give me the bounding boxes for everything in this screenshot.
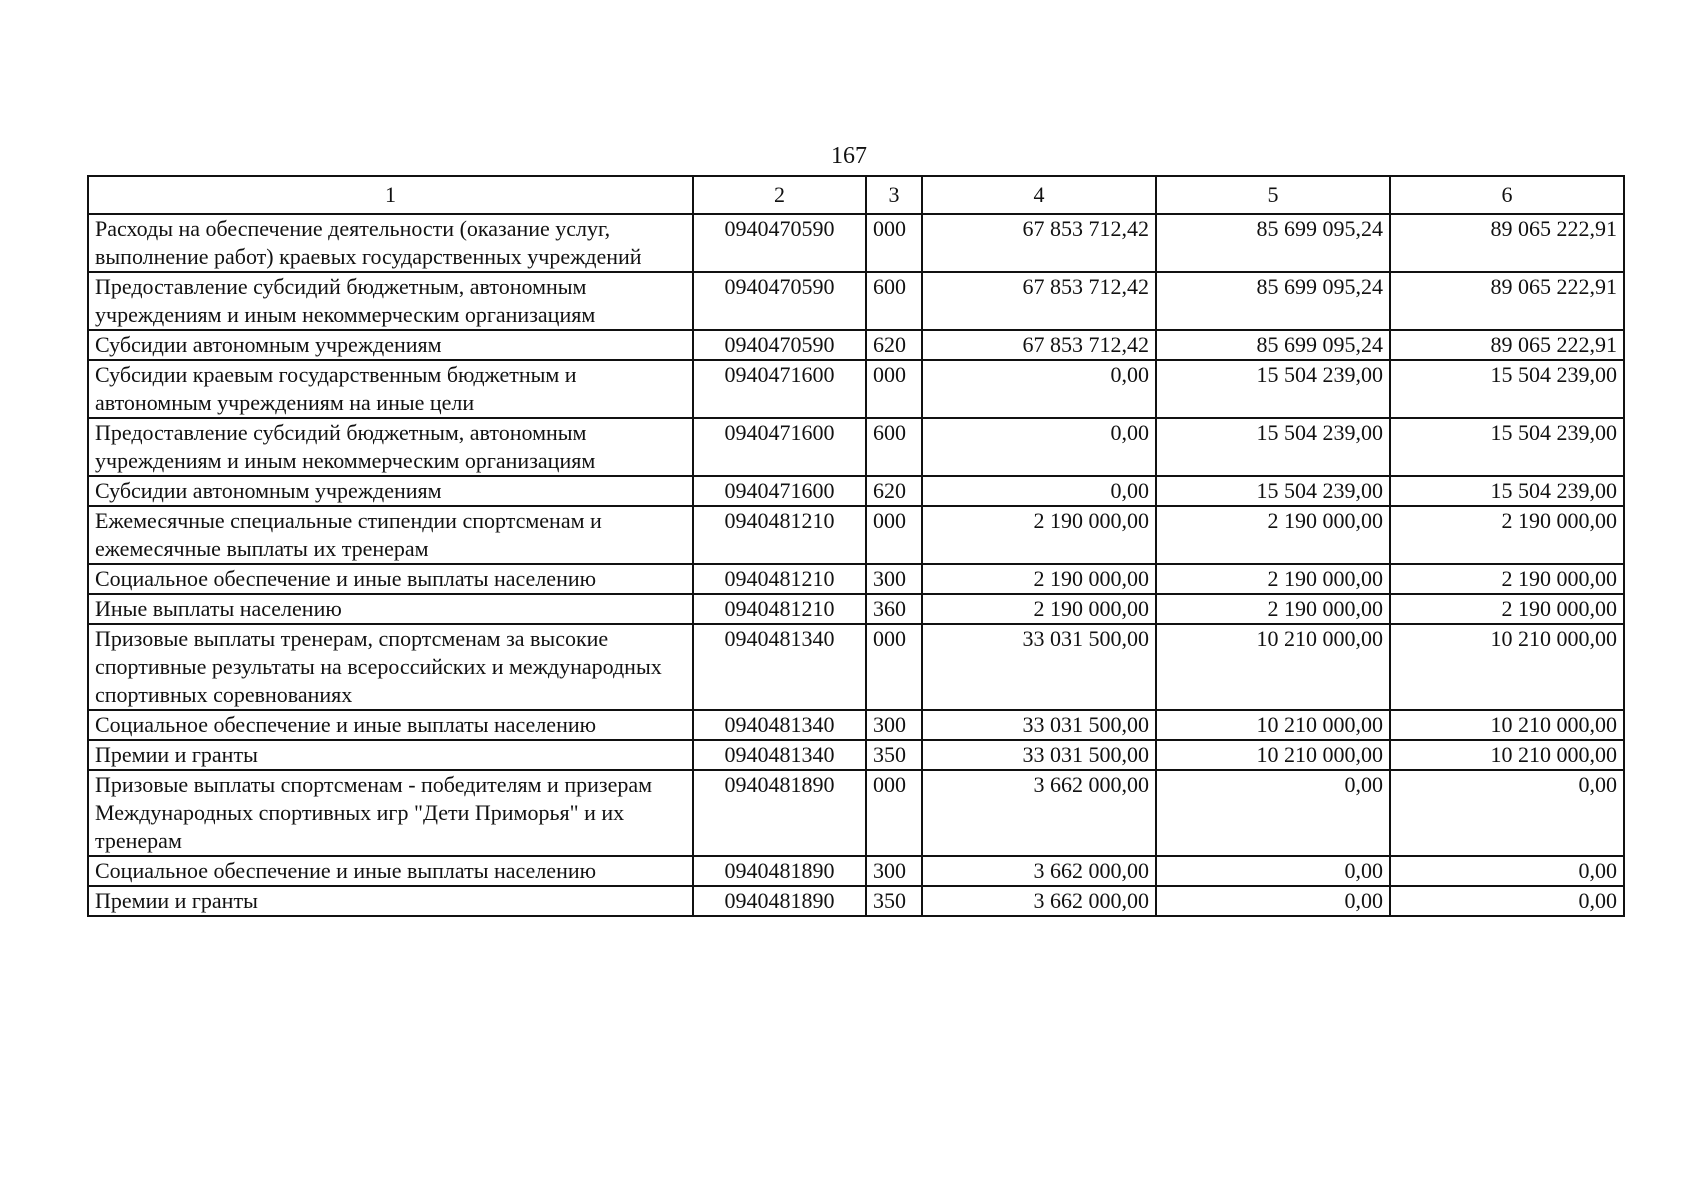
row-code: 0940470590 bbox=[693, 272, 866, 330]
row-name: Предоставление субсидий бюджетным, автономным учреждениям и иным некоммерческим организациям bbox=[88, 272, 693, 330]
row-value-col5: 15 504 239,00 bbox=[1156, 360, 1390, 418]
row-value-col5: 0,00 bbox=[1156, 886, 1390, 916]
table-row bbox=[88, 624, 1624, 710]
row-code: 0940481210 bbox=[693, 506, 866, 564]
row-value-col6: 0,00 bbox=[1390, 770, 1624, 856]
col-header-5: 5 bbox=[1156, 176, 1390, 214]
row-expense-type: 620 bbox=[866, 330, 922, 360]
row-code: 0940481890 bbox=[693, 886, 866, 916]
row-value-col5: 85 699 095,24 bbox=[1156, 272, 1390, 330]
row-value-col4: 0,00 bbox=[922, 476, 1156, 506]
row-value-col6: 89 065 222,91 bbox=[1390, 272, 1624, 330]
row-value-col5: 2 190 000,00 bbox=[1156, 506, 1390, 564]
row-name: Субсидии автономным учреждениям bbox=[88, 476, 693, 506]
row-name: Призовые выплаты спортсменам - победителям и призерам Международных спортивных игр "Дети Приморья" и их тренерам bbox=[88, 770, 693, 856]
row-code: 0940481210 bbox=[693, 594, 866, 624]
row-value-col6: 89 065 222,91 bbox=[1390, 330, 1624, 360]
row-code: 0940481340 bbox=[693, 624, 866, 710]
row-value-col6: 0,00 bbox=[1390, 886, 1624, 916]
row-name: Премии и гранты bbox=[88, 886, 693, 916]
row-expense-type: 600 bbox=[866, 272, 922, 330]
row-name: Социальное обеспечение и иные выплаты населению bbox=[88, 856, 693, 886]
table-row bbox=[88, 272, 1624, 330]
row-value-col6: 10 210 000,00 bbox=[1390, 624, 1624, 710]
row-value-col5: 2 190 000,00 bbox=[1156, 564, 1390, 594]
row-value-col5: 0,00 bbox=[1156, 770, 1390, 856]
col-header-1: 1 bbox=[88, 176, 693, 214]
row-value-col5: 10 210 000,00 bbox=[1156, 710, 1390, 740]
row-name: Субсидии автономным учреждениям bbox=[88, 330, 693, 360]
col-header-6: 6 bbox=[1390, 176, 1624, 214]
row-value-col5: 10 210 000,00 bbox=[1156, 740, 1390, 770]
row-value-col4: 2 190 000,00 bbox=[922, 564, 1156, 594]
row-name: Социальное обеспечение и иные выплаты населению bbox=[88, 710, 693, 740]
row-value-col6: 0,00 bbox=[1390, 856, 1624, 886]
row-code: 0940471600 bbox=[693, 360, 866, 418]
row-expense-type: 360 bbox=[866, 594, 922, 624]
row-code: 0940481340 bbox=[693, 710, 866, 740]
budget-table bbox=[87, 175, 1625, 917]
row-value-col6: 10 210 000,00 bbox=[1390, 710, 1624, 740]
row-expense-type: 350 bbox=[866, 886, 922, 916]
table-row bbox=[88, 506, 1624, 564]
row-expense-type: 600 bbox=[866, 418, 922, 476]
row-code: 0940470590 bbox=[693, 330, 866, 360]
table-row bbox=[88, 564, 1624, 594]
row-expense-type: 000 bbox=[866, 770, 922, 856]
row-code: 0940481210 bbox=[693, 564, 866, 594]
row-expense-type: 300 bbox=[866, 856, 922, 886]
row-value-col5: 0,00 bbox=[1156, 856, 1390, 886]
row-expense-type: 620 bbox=[866, 476, 922, 506]
row-value-col4: 0,00 bbox=[922, 418, 1156, 476]
header-row bbox=[88, 176, 1624, 214]
row-value-col6: 2 190 000,00 bbox=[1390, 564, 1624, 594]
row-value-col5: 85 699 095,24 bbox=[1156, 330, 1390, 360]
row-name: Ежемесячные специальные стипендии спортсменам и ежемесячные выплаты их тренерам bbox=[88, 506, 693, 564]
table-row bbox=[88, 770, 1624, 856]
row-expense-type: 000 bbox=[866, 360, 922, 418]
table-row bbox=[88, 330, 1624, 360]
row-value-col4: 3 662 000,00 bbox=[922, 886, 1156, 916]
row-value-col6: 2 190 000,00 bbox=[1390, 594, 1624, 624]
table-row bbox=[88, 418, 1624, 476]
row-name: Иные выплаты населению bbox=[88, 594, 693, 624]
row-value-col4: 67 853 712,42 bbox=[922, 330, 1156, 360]
table-row bbox=[88, 594, 1624, 624]
row-value-col6: 15 504 239,00 bbox=[1390, 476, 1624, 506]
row-code: 0940470590 bbox=[693, 214, 866, 272]
table-row bbox=[88, 360, 1624, 418]
row-expense-type: 000 bbox=[866, 506, 922, 564]
row-value-col6: 15 504 239,00 bbox=[1390, 360, 1624, 418]
table-row bbox=[88, 886, 1624, 916]
row-value-col4: 2 190 000,00 bbox=[922, 506, 1156, 564]
page-number: 167 bbox=[831, 143, 867, 169]
row-value-col5: 15 504 239,00 bbox=[1156, 476, 1390, 506]
row-value-col6: 2 190 000,00 bbox=[1390, 506, 1624, 564]
col-header-3: 3 bbox=[866, 176, 922, 214]
row-value-col6: 10 210 000,00 bbox=[1390, 740, 1624, 770]
row-value-col4: 67 853 712,42 bbox=[922, 214, 1156, 272]
row-name: Расходы на обеспечение деятельности (оказание услуг, выполнение работ) краевых государственных учреждений bbox=[88, 214, 693, 272]
row-name: Предоставление субсидий бюджетным, автономным учреждениям и иным некоммерческим организациям bbox=[88, 418, 693, 476]
row-value-col4: 33 031 500,00 bbox=[922, 740, 1156, 770]
row-value-col5: 15 504 239,00 bbox=[1156, 418, 1390, 476]
row-name: Социальное обеспечение и иные выплаты населению bbox=[88, 564, 693, 594]
table-row bbox=[88, 214, 1624, 272]
col-header-4: 4 bbox=[922, 176, 1156, 214]
row-value-col4: 67 853 712,42 bbox=[922, 272, 1156, 330]
table-row bbox=[88, 476, 1624, 506]
table-row bbox=[88, 856, 1624, 886]
row-value-col4: 33 031 500,00 bbox=[922, 624, 1156, 710]
row-code: 0940481890 bbox=[693, 770, 866, 856]
row-expense-type: 000 bbox=[866, 624, 922, 710]
row-value-col5: 2 190 000,00 bbox=[1156, 594, 1390, 624]
row-name: Субсидии краевым государственным бюджетным и автономным учреждениям на иные цели bbox=[88, 360, 693, 418]
row-value-col4: 33 031 500,00 bbox=[922, 710, 1156, 740]
row-value-col6: 89 065 222,91 bbox=[1390, 214, 1624, 272]
row-code: 0940471600 bbox=[693, 418, 866, 476]
row-name: Призовые выплаты тренерам, спортсменам за высокие спортивные результаты на всероссийских и международных спортивных соревнованиях bbox=[88, 624, 693, 710]
row-expense-type: 000 bbox=[866, 214, 922, 272]
row-expense-type: 300 bbox=[866, 710, 922, 740]
row-code: 0940481890 bbox=[693, 856, 866, 886]
row-value-col5: 85 699 095,24 bbox=[1156, 214, 1390, 272]
row-name: Премии и гранты bbox=[88, 740, 693, 770]
row-code: 0940471600 bbox=[693, 476, 866, 506]
table-row bbox=[88, 710, 1624, 740]
row-value-col4: 0,00 bbox=[922, 360, 1156, 418]
row-expense-type: 300 bbox=[866, 564, 922, 594]
table-row bbox=[88, 740, 1624, 770]
row-value-col4: 2 190 000,00 bbox=[922, 594, 1156, 624]
col-header-2: 2 bbox=[693, 176, 866, 214]
row-value-col5: 10 210 000,00 bbox=[1156, 624, 1390, 710]
row-value-col4: 3 662 000,00 bbox=[922, 856, 1156, 886]
row-value-col6: 15 504 239,00 bbox=[1390, 418, 1624, 476]
row-expense-type: 350 bbox=[866, 740, 922, 770]
row-value-col4: 3 662 000,00 bbox=[922, 770, 1156, 856]
row-code: 0940481340 bbox=[693, 740, 866, 770]
